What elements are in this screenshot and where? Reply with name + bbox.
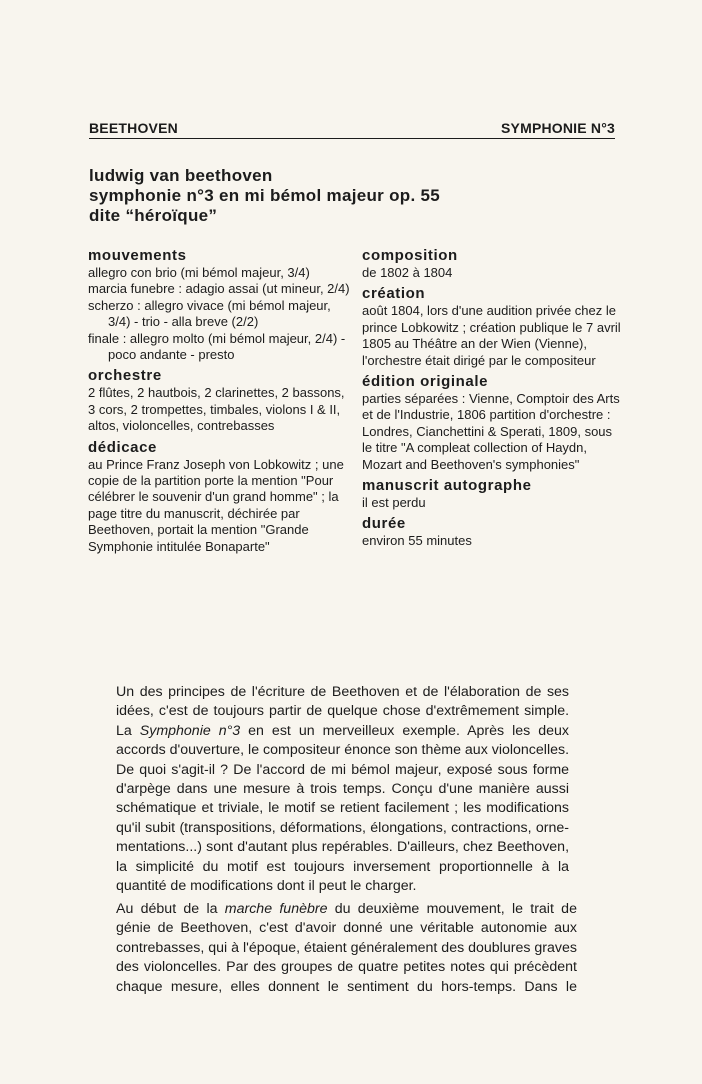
right-column xyxy=(362,247,622,554)
text-line: chaque mesure, elles donnent le sentiment du hors-temps. Dans le xyxy=(116,978,577,995)
dedicace-heading: dédicace xyxy=(88,438,158,456)
mouvements-heading: mouvements xyxy=(88,247,187,264)
running-header xyxy=(89,120,615,139)
paragraph-1 xyxy=(116,683,569,896)
title-nickname: dite “héroïque” xyxy=(89,206,218,225)
paragraph-2 xyxy=(116,900,577,997)
edition-text: parties séparées : Vienne, Comptoir des Arts et de l'Industrie, 1806 partition d'orchestre : Londres, Cianchettini & Sperati, 1809, sous le titre "A compleat collection of Haydn, Mozart and Beethoven's symphonies" xyxy=(362,391,620,472)
text-line: génie de Beethoven, c'est d'avoir donné une véritable autonomie aux xyxy=(116,920,577,937)
title-composer: ludwig van beethoven xyxy=(89,166,273,185)
text-line: mentations...) sont d'autant plus repérables. D'ailleurs, chez Beethoven, xyxy=(116,839,570,856)
composition-heading: composition xyxy=(362,247,458,264)
duree-text: environ 55 minutes xyxy=(362,533,472,549)
edition-heading: édition originale xyxy=(362,373,489,391)
text-line: accords d'ouverture, le compositeur énonce son thème aux violoncelles. xyxy=(116,742,570,759)
movement-item: scherzo : allegro vivace (mi bémol majeur, 3/4) - trio - alla breve (2/2) xyxy=(88,297,331,330)
dedicace-text: au Prince Franz Joseph von Lobkowitz ; une copie de la partition porte la mention "Pour célébrer le souvenir d'un grand homme" ; la page titre du manuscrit, déchirée par Beethoven, portait la mention "Grande Symphonie intitulée Bonaparte" xyxy=(88,456,344,554)
left-column xyxy=(88,247,353,559)
duree-heading: durée xyxy=(362,515,406,533)
text-line xyxy=(116,900,577,919)
header-work: SYMPHONIE N°3 xyxy=(501,120,615,136)
text-line: De quoi s'agit-il ? De l'accord de mi bémol majeur, exposé sous forme xyxy=(116,761,570,778)
text-span: Au début de la xyxy=(116,901,225,917)
text-line: schématique et triviale, le motif se retient facilement ; les modifications xyxy=(116,800,570,817)
movement-item: allegro con brio (mi bémol majeur, 3/4) xyxy=(88,265,310,280)
movement-item: finale : allegro molto (mi bémol majeur, 2/4) - poco andante - presto xyxy=(88,330,346,363)
text-line: idées, c'est de toujours partir de quelque chose d'extrêmement simple. xyxy=(116,703,570,720)
text-span: La xyxy=(116,722,140,739)
mouvements-list xyxy=(88,265,353,363)
text-span: en est un merveilleux exemple. Après les deux xyxy=(240,722,570,739)
manuscrit-text: il est perdu xyxy=(362,495,426,511)
work-title xyxy=(89,166,609,226)
composition-text: de 1802 à 1804 xyxy=(362,265,453,280)
text-line: des violoncelles. Par des groupes de quatre petites notes qui précèdent xyxy=(116,959,577,976)
text-line: d'arpège dans une mesure à trois temps. Conçu d'une manière aussi xyxy=(116,780,570,797)
creation-heading: création xyxy=(362,285,426,303)
text-line xyxy=(116,722,569,741)
text-line: quantité de modifications dont il peut le charger. xyxy=(116,877,417,894)
text-line: Un des principes de l'écriture de Beethoven et de l'élaboration de ses xyxy=(116,684,570,700)
creation-text: août 1804, lors d'une audition privée chez le prince Lobkowitz ; création publique le 7 avril 1805 au Théâtre an der Wien (Vienne), l'orchestre était dirigé par le compositeur xyxy=(362,303,621,368)
orchestre-heading: orchestre xyxy=(88,367,162,385)
text-line: contrebasses, qui à l'époque, étaient généralement des doublures graves xyxy=(116,939,577,956)
text-line: la simplicité du motif est toujours inversement proportionnelle à la xyxy=(116,858,570,875)
text-line: qu'il subit (transpositions, déformations, élongations, contractions, orne- xyxy=(116,819,570,836)
movement-item: marcia funebre : adagio assai (ut mineur, 2/4) xyxy=(88,281,350,297)
orchestre-text: 2 flûtes, 2 hautbois, 2 clarinettes, 2 bassons, 3 cors, 2 trompettes, timbales, violons I & II, altos, violoncelles, contrebasses xyxy=(88,385,345,434)
movement-title-italic: marche funèbre xyxy=(224,901,328,917)
manuscrit-heading: manuscrit autographe xyxy=(362,477,532,495)
text-span: du deuxième mouvement, le trait de xyxy=(327,901,577,917)
header-composer: BEETHOVEN xyxy=(89,120,178,136)
title-work: symphonie n°3 en mi bémol majeur op. 55 xyxy=(89,186,441,205)
work-title-italic: Symphonie n°3 xyxy=(139,722,241,739)
